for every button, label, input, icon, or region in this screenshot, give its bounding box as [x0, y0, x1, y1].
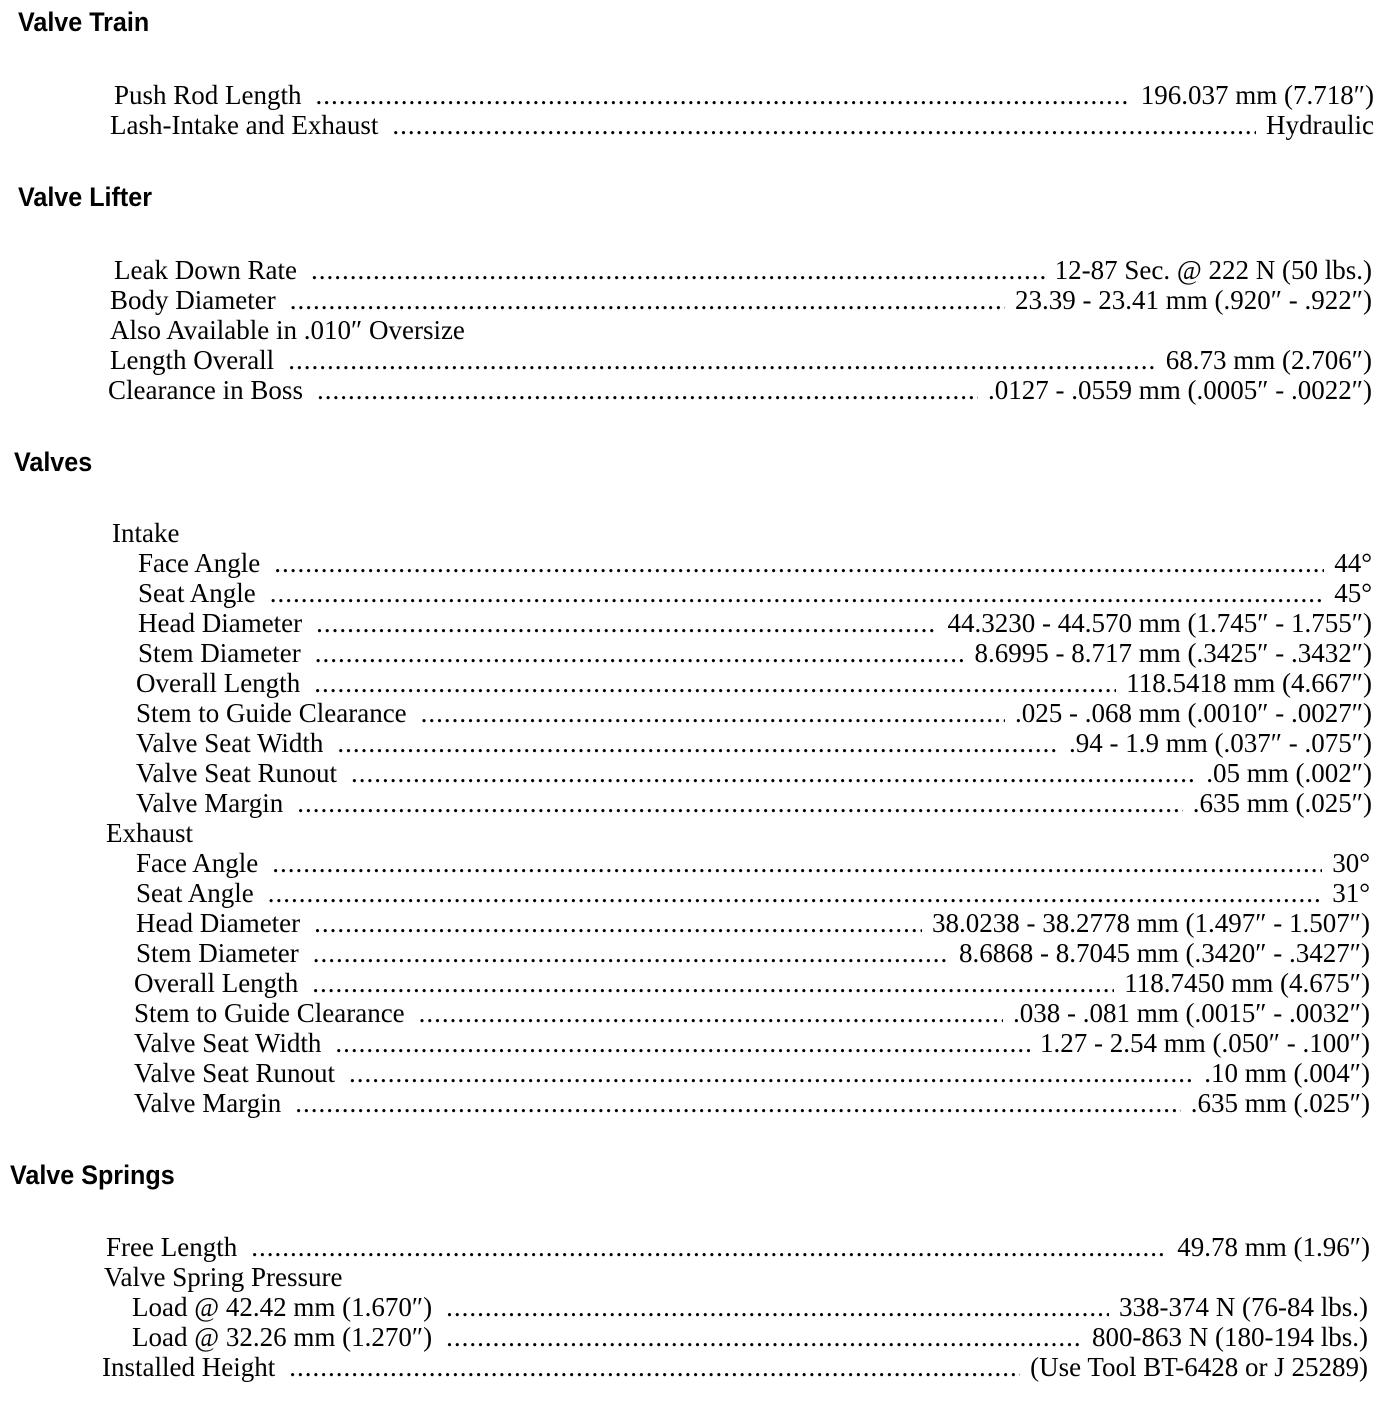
spec-row-intake-head-diameter: [138, 608, 1372, 638]
dot-leader: [295, 1088, 1181, 1118]
spec-value: 1.27 - 2.54 mm (.050″ - .100″): [1040, 1028, 1370, 1058]
dot-leader: [421, 698, 1005, 728]
spec-row-push-rod-length: [114, 80, 1374, 110]
dot-leader: [268, 878, 1322, 908]
spec-label: Overall Length: [134, 968, 299, 998]
spec-row-intake-seat-runout: [136, 758, 1372, 788]
spec-label: Stem to Guide Clearance: [134, 998, 405, 1028]
dot-leader: [251, 1232, 1167, 1262]
dot-leader: [446, 1322, 1082, 1352]
spec-label: Seat Angle: [136, 878, 254, 908]
spec-label: Push Rod Length: [114, 80, 302, 110]
section-title-valve-springs: Valve Springs: [10, 1160, 175, 1190]
spec-value: 8.6868 - 8.7045 mm (.3420″ - .3427″): [959, 938, 1370, 968]
spec-label: Body Diameter: [110, 285, 276, 315]
spec-label: Valve Seat Runout: [134, 1058, 335, 1088]
spec-row-exhaust-valve-margin: [134, 1088, 1370, 1118]
dot-leader: [335, 1028, 1030, 1058]
spec-value: 196.037 mm (7.718″): [1140, 80, 1374, 110]
spec-value: 8.6995 - 8.717 mm (.3425″ - .3432″): [974, 638, 1372, 668]
spec-label: Lash-Intake and Exhaust: [110, 110, 379, 140]
spec-label: Head Diameter: [138, 608, 303, 638]
spec-value: 118.7450 mm (4.675″): [1124, 968, 1370, 998]
spec-value: 118.5418 mm (4.667″): [1126, 668, 1372, 698]
dot-leader: [337, 728, 1059, 758]
spec-row-clearance-in-boss: [108, 375, 1372, 405]
dot-leader: [317, 375, 978, 405]
spec-value: 49.78 mm (1.96″): [1177, 1232, 1370, 1262]
dot-leader: [288, 345, 1156, 375]
spec-row-free-length: [106, 1232, 1370, 1262]
dot-leader: [315, 638, 965, 668]
dot-leader: [274, 548, 1324, 578]
spec-label: Load @ 42.42 mm (1.670″): [132, 1292, 433, 1322]
spec-row-exhaust-stem-guide-clearance: [134, 998, 1370, 1028]
spec-label: Valve Seat Width: [134, 1028, 322, 1058]
spec-row-exhaust-seat-angle: [136, 878, 1370, 908]
section-title-valves: Valves: [14, 447, 93, 477]
dot-leader: [349, 1058, 1194, 1088]
spec-label: Free Length: [106, 1232, 238, 1262]
spec-value: 31°: [1332, 878, 1370, 908]
spec-value: .038 - .081 mm (.0015″ - .0032″): [1013, 998, 1370, 1028]
spec-value: 44°: [1334, 548, 1372, 578]
spec-value: .05 mm (.002″): [1206, 758, 1372, 788]
subsection-valve-spring-pressure: Valve Spring Pressure: [104, 1262, 343, 1292]
spec-value: 800-863 N (180-194 lbs.): [1092, 1322, 1368, 1352]
spec-label: Valve Seat Width: [136, 728, 324, 758]
spec-label: Stem Diameter: [138, 638, 301, 668]
spec-row-exhaust-face-angle: [136, 848, 1370, 878]
spec-value: .0127 - .0559 mm (.0005″ - .0022″): [988, 375, 1372, 405]
spec-row-exhaust-overall-length: [134, 968, 1370, 998]
spec-row-body-diameter: [110, 285, 1372, 315]
spec-row-installed-height: [102, 1352, 1368, 1382]
spec-label: Valve Margin: [134, 1088, 282, 1118]
section-title-valve-lifter: Valve Lifter: [18, 182, 152, 212]
spec-row-intake-seat-width: [136, 728, 1372, 758]
spec-value: 68.73 mm (2.706″): [1165, 345, 1372, 375]
spec-row-exhaust-stem-diameter: [136, 938, 1370, 968]
spec-row-exhaust-seat-width: [134, 1028, 1370, 1058]
spec-row-length-overall: [110, 345, 1372, 375]
spec-value: 38.0238 - 38.2778 mm (1.497″ - 1.507″): [932, 908, 1370, 938]
spec-row-intake-stem-guide-clearance: [136, 698, 1372, 728]
spec-value: .025 - .068 mm (.0010″ - .0027″): [1015, 698, 1372, 728]
spec-label: Length Overall: [110, 345, 275, 375]
spec-row-lash: [110, 110, 1374, 140]
spec-row-intake-overall-length: [136, 668, 1372, 698]
dot-leader: [311, 255, 1045, 285]
spec-value: 12-87 Sec. @ 222 N (50 lbs.): [1054, 255, 1372, 285]
spec-row-load-2: [132, 1322, 1368, 1352]
spec-label: Overall Length: [136, 668, 301, 698]
spec-value: Hydraulic: [1266, 110, 1374, 140]
spec-value: (Use Tool BT-6428 or J 25289): [1030, 1352, 1368, 1382]
spec-row-exhaust-seat-runout: [134, 1058, 1370, 1088]
oversize-note: Also Available in .010″ Oversize: [110, 315, 465, 345]
section-title-valve-train: Valve Train: [18, 7, 150, 37]
dot-leader: [313, 938, 949, 968]
spec-label: Valve Seat Runout: [136, 758, 337, 788]
spec-label: Head Diameter: [136, 908, 301, 938]
dot-leader: [312, 968, 1114, 998]
dot-leader: [316, 80, 1131, 110]
spec-value: 44.3230 - 44.570 mm (1.745″ - 1.755″): [947, 608, 1372, 638]
spec-value: .10 mm (.004″): [1204, 1058, 1370, 1088]
dot-leader: [272, 848, 1322, 878]
dot-leader: [270, 578, 1324, 608]
spec-label: Valve Margin: [136, 788, 284, 818]
spec-label: Stem to Guide Clearance: [136, 698, 407, 728]
spec-label: Stem Diameter: [136, 938, 299, 968]
spec-label: Clearance in Boss: [108, 375, 303, 405]
spec-row-intake-stem-diameter: [138, 638, 1372, 668]
dot-leader: [314, 668, 1116, 698]
dot-leader: [297, 788, 1183, 818]
spec-value: 45°: [1334, 578, 1372, 608]
spec-value: 30°: [1332, 848, 1370, 878]
spec-value: .94 - 1.9 mm (.037″ - .075″): [1069, 728, 1372, 758]
dot-leader: [316, 608, 937, 638]
spec-label: Load @ 32.26 mm (1.270″): [132, 1322, 433, 1352]
dot-leader: [446, 1292, 1109, 1322]
subsection-exhaust: Exhaust: [106, 818, 193, 848]
subsection-intake: Intake: [112, 518, 180, 548]
spec-row-load-1: [132, 1292, 1368, 1322]
spec-value: 338-374 N (76-84 lbs.): [1119, 1292, 1368, 1322]
spec-label: Face Angle: [138, 548, 261, 578]
dot-leader: [290, 285, 1005, 315]
spec-value: .635 mm (.025″): [1190, 1088, 1370, 1118]
spec-row-exhaust-head-diameter: [136, 908, 1370, 938]
dot-leader: [392, 110, 1256, 140]
spec-row-leak-down-rate: [114, 255, 1372, 285]
spec-label: Seat Angle: [138, 578, 256, 608]
spec-label: Face Angle: [136, 848, 259, 878]
spec-row-intake-seat-angle: [138, 578, 1372, 608]
dot-leader: [419, 998, 1003, 1028]
spec-row-intake-valve-margin: [136, 788, 1372, 818]
spec-value: .635 mm (.025″): [1192, 788, 1372, 818]
spec-label: Leak Down Rate: [114, 255, 297, 285]
spec-row-intake-face-angle: [138, 548, 1372, 578]
dot-leader: [289, 1352, 1020, 1382]
spec-label: Installed Height: [102, 1352, 276, 1382]
spec-value: 23.39 - 23.41 mm (.920″ - .922″): [1015, 285, 1372, 315]
dot-leader: [351, 758, 1196, 788]
dot-leader: [314, 908, 922, 938]
